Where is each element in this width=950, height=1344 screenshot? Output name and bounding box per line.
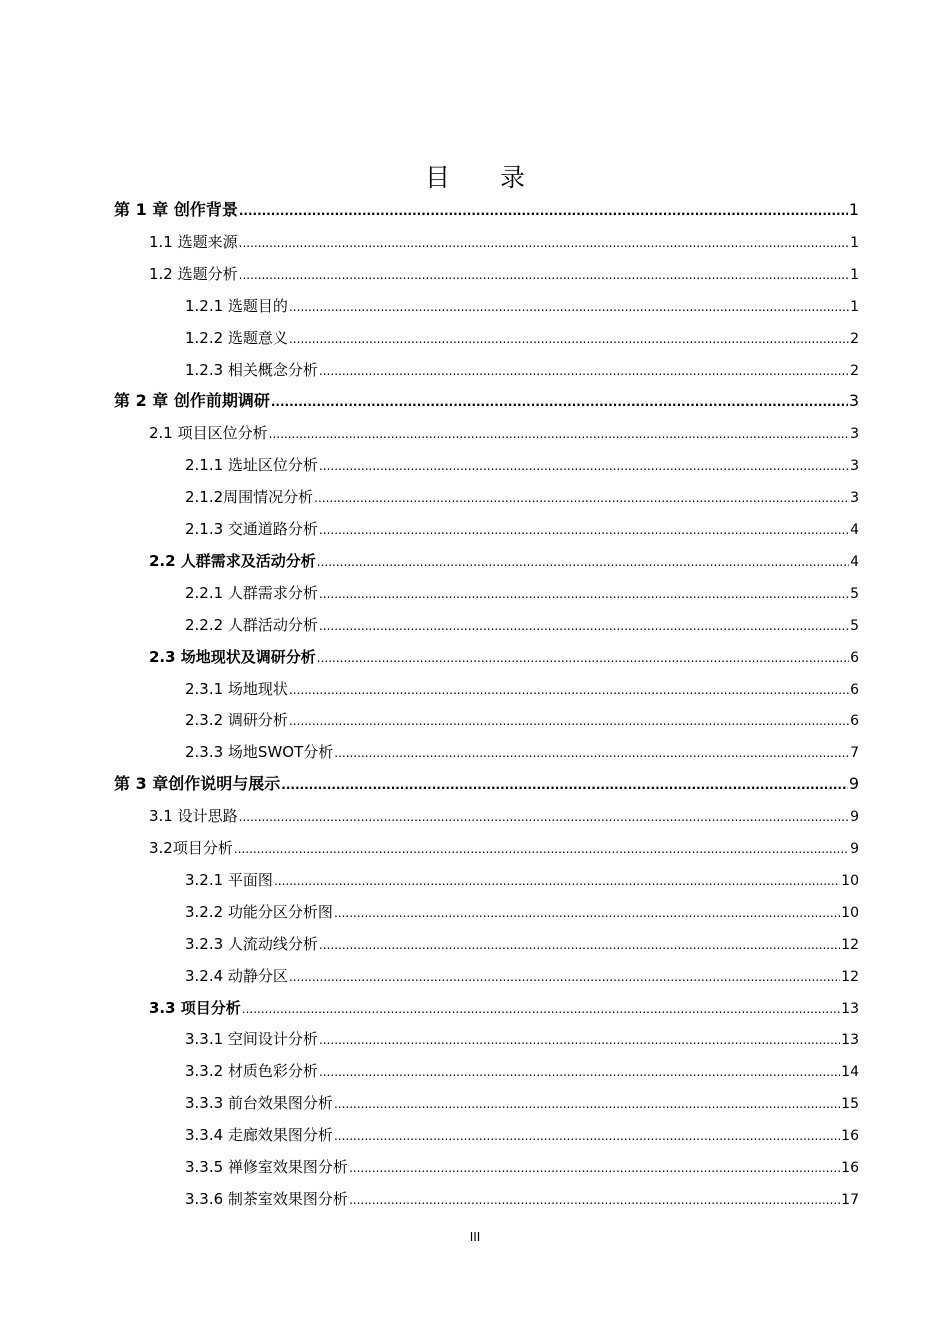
toc-entry[interactable] xyxy=(185,677,859,701)
toc-entry[interactable] xyxy=(185,900,859,924)
toc-entry[interactable] xyxy=(185,1155,859,1179)
toc-entry-label: 2.1.2周围情况分析 xyxy=(185,488,314,506)
toc-leader-dots xyxy=(242,996,840,1020)
toc-entry-page: 3 xyxy=(850,458,859,474)
toc-entry-label: 1.1 选题来源 xyxy=(149,233,238,251)
toc-entry-page: 13 xyxy=(841,1001,859,1017)
toc-entry-label: 2.3.3 场地SWOT分析 xyxy=(185,743,334,761)
toc-entry-label: 2.3 场地现状及调研分析 xyxy=(149,648,316,666)
toc-leader-dots xyxy=(319,358,849,382)
toc-leader-dots xyxy=(334,900,840,924)
page-title xyxy=(0,158,950,194)
toc-leader-dots xyxy=(289,294,849,318)
toc-leader-dots xyxy=(349,1187,840,1211)
toc-leader-dots xyxy=(271,389,848,413)
toc-leader-dots xyxy=(334,1091,840,1115)
toc-entry-page: 16 xyxy=(841,1160,859,1176)
toc-entry[interactable] xyxy=(114,389,859,413)
toc-leader-dots xyxy=(319,581,849,605)
toc-entry-page: 6 xyxy=(850,682,859,698)
toc-leader-dots xyxy=(281,772,848,796)
toc-leader-dots xyxy=(234,836,849,860)
toc-entry-page: 2 xyxy=(850,331,859,347)
toc-entry-page: 17 xyxy=(841,1192,859,1208)
toc-entry-label: 2.1.3 交通道路分析 xyxy=(185,520,318,538)
toc-entry[interactable] xyxy=(149,421,859,445)
toc-entry-page: 9 xyxy=(848,774,859,793)
toc-entry-page: 15 xyxy=(841,1096,859,1112)
toc-leader-dots xyxy=(319,613,849,637)
toc-entry-page: 16 xyxy=(841,1128,859,1144)
title-char-2: 录 xyxy=(500,163,526,192)
toc-leader-dots xyxy=(319,932,840,956)
toc-entry-label: 1.2 选题分析 xyxy=(149,265,238,283)
toc-entry-label: 第 2 章 创作前期调研 xyxy=(114,391,270,410)
toc-entry-page: 9 xyxy=(850,841,859,857)
toc-entry[interactable] xyxy=(185,964,859,988)
toc-entry[interactable] xyxy=(185,708,859,732)
toc-entry[interactable] xyxy=(114,772,859,796)
toc-entry[interactable] xyxy=(185,1091,859,1115)
toc-entry-label: 2.3.2 调研分析 xyxy=(185,711,288,729)
toc-leader-dots xyxy=(349,1155,840,1179)
toc-entry-page: 5 xyxy=(850,618,859,634)
toc-leader-dots xyxy=(289,677,849,701)
toc-entry-label: 3.3.5 禅修室效果图分析 xyxy=(185,1158,348,1176)
toc-entry-page: 10 xyxy=(841,905,859,921)
toc-entry[interactable] xyxy=(185,358,859,382)
toc-entry[interactable] xyxy=(149,645,859,669)
toc-entry[interactable] xyxy=(185,485,859,509)
toc-leader-dots xyxy=(334,1123,840,1147)
toc-entry-label: 2.2.1 人群需求分析 xyxy=(185,584,318,602)
toc-leader-dots xyxy=(239,198,848,222)
toc-entry-page: 4 xyxy=(850,554,859,570)
toc-leader-dots xyxy=(274,868,840,892)
toc-entry-label: 1.2.1 选题目的 xyxy=(185,297,288,315)
toc-entry-page: 4 xyxy=(850,522,859,538)
toc-entry[interactable] xyxy=(185,517,859,541)
toc-leader-dots xyxy=(319,1059,840,1083)
toc-entry-label: 1.2.2 选题意义 xyxy=(185,329,288,347)
toc-entry-label: 3.2.4 动静分区 xyxy=(185,967,288,985)
toc-entry[interactable] xyxy=(149,262,859,286)
toc-entry-page: 3 xyxy=(850,490,859,506)
page-number-footer: III xyxy=(469,1230,481,1244)
toc-entry-page: 10 xyxy=(841,873,859,889)
toc-entry[interactable] xyxy=(149,836,859,860)
toc-entry[interactable] xyxy=(185,1059,859,1083)
toc-entry[interactable] xyxy=(185,294,859,318)
toc-entry-label: 1.2.3 相关概念分析 xyxy=(185,361,318,379)
toc-leader-dots xyxy=(334,740,849,764)
title-char-1: 目 xyxy=(424,163,450,192)
toc-entry[interactable] xyxy=(149,996,859,1020)
toc-leader-dots xyxy=(319,1027,840,1051)
toc-entry-label: 3.2.1 平面图 xyxy=(185,871,273,889)
toc-entry-label: 3.2.2 功能分区分析图 xyxy=(185,903,333,921)
toc-entry-page: 2 xyxy=(850,363,859,379)
toc-entry[interactable] xyxy=(185,1027,859,1051)
toc-leader-dots xyxy=(289,708,849,732)
toc-entry[interactable] xyxy=(185,740,859,764)
toc-entry-label: 第 1 章 创作背景 xyxy=(114,200,238,219)
toc-entry[interactable] xyxy=(185,613,859,637)
toc-leader-dots xyxy=(239,262,849,286)
toc-entry-label: 2.3.1 场地现状 xyxy=(185,680,288,698)
toc-entry-label: 2.1.1 选址区位分析 xyxy=(185,456,318,474)
toc-entry-label: 3.3.4 走廊效果图分析 xyxy=(185,1126,333,1144)
toc-entry-label: 3.3.3 前台效果图分析 xyxy=(185,1094,333,1112)
toc-entry[interactable] xyxy=(185,1187,859,1211)
toc-entry-page: 3 xyxy=(848,391,859,410)
toc-entry-label: 3.2项目分析 xyxy=(149,839,233,857)
toc-entry[interactable] xyxy=(185,932,859,956)
toc-leader-dots xyxy=(319,453,849,477)
toc-entry-page: 7 xyxy=(850,745,859,761)
toc-entry-page: 13 xyxy=(841,1032,859,1048)
toc-entry[interactable] xyxy=(185,326,859,350)
toc-entry-label: 2.2.2 人群活动分析 xyxy=(185,616,318,634)
toc-entry[interactable] xyxy=(114,198,859,222)
toc-entry-label: 3.3.6 制茶室效果图分析 xyxy=(185,1190,348,1208)
toc-entry-page: 12 xyxy=(841,937,859,953)
toc-entry-page: 1 xyxy=(850,235,859,251)
toc-entry[interactable] xyxy=(185,581,859,605)
toc-entry-page: 1 xyxy=(848,200,859,219)
toc-entry[interactable] xyxy=(149,230,859,254)
toc-leader-dots xyxy=(289,326,849,350)
toc-leader-dots xyxy=(314,485,849,509)
toc-leader-dots xyxy=(319,517,849,541)
toc-leader-dots xyxy=(269,421,849,445)
toc-leader-dots xyxy=(317,549,849,573)
toc-entry-page: 12 xyxy=(841,969,859,985)
toc-entry[interactable] xyxy=(185,868,859,892)
toc-leader-dots xyxy=(239,804,849,828)
toc-entry[interactable] xyxy=(149,549,859,573)
toc-entry-page: 6 xyxy=(850,713,859,729)
toc-leader-dots xyxy=(239,230,849,254)
toc-entry-label: 第 3 章创作说明与展示 xyxy=(114,774,281,793)
toc-entry[interactable] xyxy=(149,804,859,828)
toc-entry-label: 2.2 人群需求及活动分析 xyxy=(149,552,316,570)
toc-entry-page: 14 xyxy=(841,1064,859,1080)
toc-entry-label: 3.3.2 材质色彩分析 xyxy=(185,1062,318,1080)
toc-entry-page: 3 xyxy=(850,426,859,442)
toc-entry-label: 3.3 项目分析 xyxy=(149,999,241,1017)
toc-entry-page: 9 xyxy=(850,809,859,825)
toc-entry-page: 1 xyxy=(850,299,859,315)
toc-leader-dots xyxy=(289,964,840,988)
toc-entry-label: 3.3.1 空间设计分析 xyxy=(185,1030,318,1048)
toc-entry-label: 2.1 项目区位分析 xyxy=(149,424,268,442)
toc-entry-label: 3.1 设计思路 xyxy=(149,807,238,825)
toc-entry[interactable] xyxy=(185,453,859,477)
toc-entry-page: 5 xyxy=(850,586,859,602)
toc-entry-label: 3.2.3 人流动线分析 xyxy=(185,935,318,953)
toc-entry-page: 6 xyxy=(850,650,859,666)
toc-entry[interactable] xyxy=(185,1123,859,1147)
toc-leader-dots xyxy=(317,645,849,669)
toc-entry-page: 1 xyxy=(850,267,859,283)
